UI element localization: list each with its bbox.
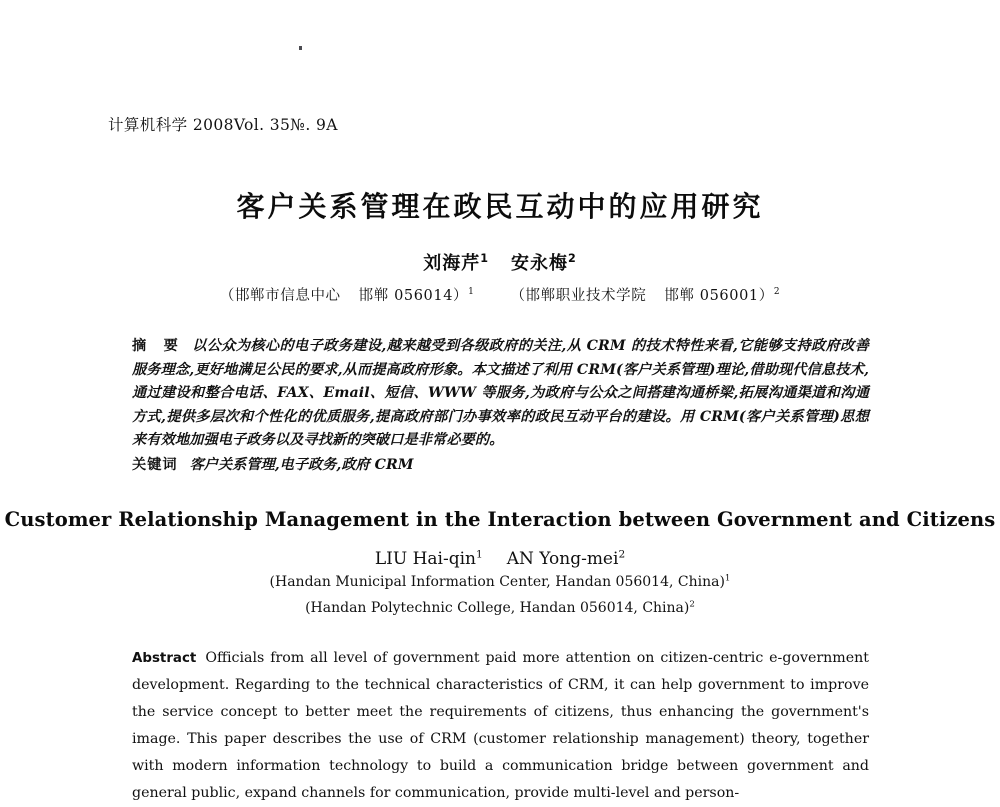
- author-affil-mark-english-2: 2: [618, 548, 626, 561]
- affiliation-chinese-2-name: （邯郸职业技术学院: [510, 288, 647, 304]
- affiliation-chinese-1-code: 邯郸 056014）: [358, 288, 469, 304]
- author-affil-mark-chinese-2: 2: [568, 252, 577, 265]
- abstract-english: [132, 645, 869, 807]
- keywords-chinese-label: 关键词: [132, 457, 178, 473]
- author-list-chinese: [0, 249, 1000, 275]
- author-name-chinese-1: 刘海芹: [423, 253, 481, 274]
- affiliation-chinese-1-name: （邯郸市信息中心: [219, 288, 341, 304]
- keywords-chinese-body: 客户关系管理,电子政务,政府 CRM: [189, 457, 414, 473]
- author-affil-mark-chinese-1: 1: [480, 252, 489, 265]
- abstract-chinese-body: 以公众为核心的电子政务建设,越来越受到各级政府的关注,从 CRM 的技术特性来看,它能够支持政府改善服务理念,更好地满足公民的要求,从而提高政府形象。本文描述了利用 CRM(客户关系管理)理论,借助现代信息技术,通过建设和整合电话、FAX、Email、短信、WWW 等服务,为政府与公众之间搭建沟通桥梁,拓展沟通渠道和沟通方式,提供多层次和个性化的优质服务,提高政府部门办事效率的政民互动平台的建设。用 CRM(客户关系管理)思想来有效地加强电子政务以及寻找新的突破口是非常必要的。: [132, 338, 869, 448]
- affiliation-line-english-2: [0, 600, 1000, 616]
- affiliation-chinese-2-code: 邯郸 056001）: [664, 288, 774, 304]
- scan-artifact-speck: [299, 46, 302, 50]
- abstract-chinese-label: 摘 要: [132, 338, 185, 354]
- affiliation-english-1-text: (Handan Municipal Information Center, Handan 056014, China): [269, 574, 725, 590]
- abstract-english-body: Officials from all level of government paid more attention on citizen-centric e-government development. Regarding to the technical characteristics of CRM, it can help government to improve the service concept to better meet the requirements of citizens, thus enhancing the government's image. This paper describes the use of CRM (customer relationship management) theory, together with modern information technology to build a communication bridge between government and general public, expand channels for communication, provide multi-level and person-: [132, 650, 869, 801]
- affiliation-english-2-text: (Handan Polytechnic College, Handan 056014, China): [305, 600, 690, 616]
- affiliation-chinese-2-mark: 2: [773, 287, 781, 298]
- affiliation-english-1-mark: 1: [724, 573, 731, 584]
- author-list-english: [0, 549, 1000, 569]
- abstract-chinese: [132, 335, 869, 453]
- author-name-english-1: LIU Hai-qin: [374, 549, 476, 569]
- journal-citation-line: 计算机科学 2008Vol. 35№. 9A: [108, 116, 338, 134]
- affiliation-line-english-1: [0, 574, 1000, 590]
- abstract-english-label: Abstract: [132, 651, 197, 666]
- author-name-english-2: AN Yong-mei: [506, 549, 619, 569]
- author-name-chinese-2: 安永梅: [511, 253, 568, 274]
- page-title-english: Customer Relationship Management in the Interaction between Government and Citizens: [4, 508, 996, 531]
- page-title-chinese: 客户关系管理在政民互动中的应用研究: [236, 190, 764, 223]
- affiliation-line-chinese: [0, 284, 1000, 305]
- affiliation-chinese-1-mark: 1: [468, 287, 475, 298]
- affiliation-english-2-mark: 2: [689, 599, 695, 610]
- keywords-chinese: [132, 454, 869, 474]
- author-affil-mark-english-1: 1: [476, 548, 483, 561]
